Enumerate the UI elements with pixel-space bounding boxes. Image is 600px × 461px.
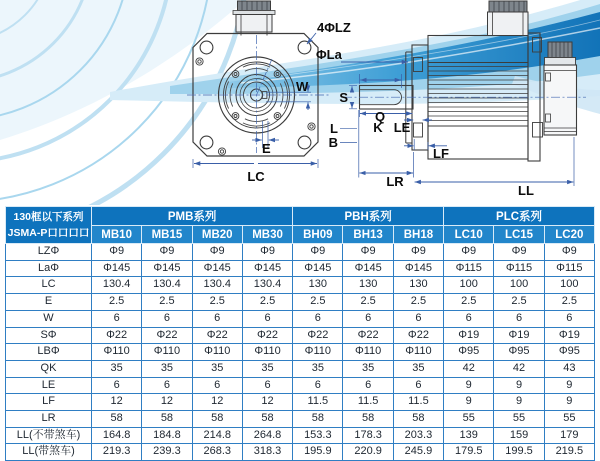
table-cell: 35 — [242, 360, 292, 377]
encoder — [544, 42, 577, 135]
table-cell: 219.5 — [544, 444, 594, 461]
table-cell: 6 — [242, 310, 292, 327]
table-cell: 2.5 — [343, 294, 393, 311]
model-header: BH09 — [293, 226, 343, 244]
table-cell: 318.3 — [242, 444, 292, 461]
model-header: LC20 — [544, 226, 594, 244]
table-cell: Φ9 — [92, 244, 142, 261]
table-cell: 6 — [444, 310, 494, 327]
table-cell: Φ22 — [92, 327, 142, 344]
table-cell: 100 — [444, 277, 494, 294]
body-connector — [488, 1, 529, 36]
table-cell: 130.4 — [92, 277, 142, 294]
spec-table — [5, 206, 595, 461]
side-view-drawing — [360, 1, 577, 161]
table-cell: 179 — [544, 427, 594, 444]
model-header: MB15 — [142, 226, 192, 244]
table-cell: 195.9 — [293, 444, 343, 461]
rear-clip-bottom — [533, 123, 543, 138]
table-cell: Φ145 — [92, 260, 142, 277]
series-group-header: PLC系列 — [444, 207, 595, 226]
table-cell: Φ145 — [142, 260, 192, 277]
table-cell: Φ9 — [293, 244, 343, 261]
dim-label-k: K — [373, 120, 383, 135]
table-cell: Φ145 — [242, 260, 292, 277]
table-cell: 130.4 — [142, 277, 192, 294]
table-cell: Φ9 — [343, 244, 393, 261]
model-header: LC10 — [444, 226, 494, 244]
table-cell: 268.3 — [192, 444, 242, 461]
table-cell: 6 — [192, 377, 242, 394]
table-cell: Φ9 — [544, 244, 594, 261]
model-header: MB20 — [192, 226, 242, 244]
table-cell: Φ115 — [494, 260, 544, 277]
table-cell: 2.5 — [92, 294, 142, 311]
table-cell: 239.3 — [142, 444, 192, 461]
table-row — [6, 294, 595, 311]
table-cell: 2.5 — [393, 294, 443, 311]
table-cell: 6 — [393, 310, 443, 327]
dim-label-lc: LC — [247, 169, 265, 184]
dim-label-lf: LF — [433, 146, 449, 161]
table-cell: 159 — [494, 427, 544, 444]
table-cell: 2.5 — [242, 294, 292, 311]
model-header: LC15 — [494, 226, 544, 244]
table-cell: 264.8 — [242, 427, 292, 444]
table-cell: 214.8 — [192, 427, 242, 444]
table-cell: Φ9 — [242, 244, 292, 261]
table-cell: Φ22 — [393, 327, 443, 344]
table-cell: 6 — [293, 310, 343, 327]
series-group-header: PBH系列 — [293, 207, 444, 226]
table-cell: 35 — [293, 360, 343, 377]
dim-label-ll: LL — [518, 183, 534, 198]
table-cell: 9 — [444, 394, 494, 411]
front-connector — [233, 1, 275, 36]
table-cell: Φ19 — [444, 327, 494, 344]
table-row — [6, 327, 595, 344]
dim-label-s: S — [339, 90, 348, 105]
table-cell: 245.9 — [393, 444, 443, 461]
table-cell: 100 — [494, 277, 544, 294]
row-label: LZΦ — [6, 244, 92, 261]
table-cell: 2.5 — [494, 294, 544, 311]
table-row — [6, 377, 595, 394]
table-cell: 6 — [393, 377, 443, 394]
dim-label-w: W — [296, 79, 309, 94]
table-cell: 6 — [142, 310, 192, 327]
series-corner-header — [6, 207, 92, 244]
flange-tab-top — [414, 58, 423, 72]
table-cell: Φ110 — [343, 344, 393, 361]
table-row — [6, 360, 595, 377]
table-cell: 130.4 — [192, 277, 242, 294]
table-cell: 6 — [494, 310, 544, 327]
table-cell: 130 — [393, 277, 443, 294]
table-cell: 6 — [242, 377, 292, 394]
corner-header-line1: 130框以下系列 — [13, 210, 84, 223]
table-cell: 42 — [444, 360, 494, 377]
table-cell: Φ110 — [92, 344, 142, 361]
table-cell: Φ95 — [444, 344, 494, 361]
table-cell: Φ9 — [444, 244, 494, 261]
table-cell: 11.5 — [293, 394, 343, 411]
dim-label-la: ΦLa — [316, 47, 342, 62]
table-cell: 2.5 — [293, 294, 343, 311]
table-row — [6, 427, 595, 444]
table-cell: 6 — [192, 310, 242, 327]
table-cell: Φ22 — [142, 327, 192, 344]
table-cell: 6 — [92, 377, 142, 394]
table-cell: Φ115 — [544, 260, 594, 277]
table-cell: 6 — [343, 377, 393, 394]
table-cell: 58 — [92, 411, 142, 428]
table-cell: 35 — [192, 360, 242, 377]
flange-tab-bottom — [414, 123, 423, 137]
table-row — [6, 277, 595, 294]
table-cell: 2.5 — [544, 294, 594, 311]
cooling-fins — [428, 63, 528, 127]
table-cell: 6 — [544, 310, 594, 327]
row-label: QK — [6, 360, 92, 377]
table-cell: 35 — [393, 360, 443, 377]
table-cell: Φ9 — [192, 244, 242, 261]
table-cell: 58 — [192, 411, 242, 428]
table-cell: 139 — [444, 427, 494, 444]
table-cell: 58 — [343, 411, 393, 428]
table-cell: 58 — [293, 411, 343, 428]
row-label: LL(不带煞车) — [6, 427, 92, 444]
table-cell: 55 — [444, 411, 494, 428]
table-cell: Φ145 — [192, 260, 242, 277]
row-label: LC — [6, 277, 92, 294]
table-cell: 12 — [92, 394, 142, 411]
dim-label-l: L — [330, 121, 338, 136]
table-cell: 203.3 — [393, 427, 443, 444]
dim-label-le: LE — [393, 120, 411, 135]
dim-label-lr: LR — [386, 174, 404, 189]
table-cell: Φ110 — [192, 344, 242, 361]
table-cell: 164.8 — [92, 427, 142, 444]
table-cell: 130 — [343, 277, 393, 294]
table-row — [6, 394, 595, 411]
row-label: LBΦ — [6, 344, 92, 361]
row-label: LL(带煞车) — [6, 444, 92, 461]
table-cell: 2.5 — [444, 294, 494, 311]
row-label: E — [6, 294, 92, 311]
table-cell: Φ110 — [242, 344, 292, 361]
table-cell: 58 — [142, 411, 192, 428]
table-cell: Φ95 — [544, 344, 594, 361]
row-label: LR — [6, 411, 92, 428]
dimension-diagram-area — [0, 0, 600, 205]
table-cell: Φ145 — [393, 260, 443, 277]
table-cell: Φ145 — [293, 260, 343, 277]
table-cell: 130 — [293, 277, 343, 294]
table-cell: 12 — [242, 394, 292, 411]
table-cell: 58 — [393, 411, 443, 428]
centerlines — [187, 35, 586, 153]
table-cell: Φ145 — [343, 260, 393, 277]
table-cell: Φ110 — [142, 344, 192, 361]
table-row — [6, 310, 595, 327]
table-cell: 6 — [343, 310, 393, 327]
table-cell: Φ22 — [343, 327, 393, 344]
table-row — [6, 444, 595, 461]
table-cell: 153.3 — [293, 427, 343, 444]
table-cell: 9 — [494, 377, 544, 394]
table-cell: 35 — [142, 360, 192, 377]
table-cell: 130.4 — [242, 277, 292, 294]
dim-label-e: E — [262, 141, 271, 156]
dim-label-4lz: 4ΦLZ — [317, 20, 351, 35]
corner-header-line2: JSMA-P口口口口 — [7, 227, 90, 239]
table-cell: 11.5 — [343, 394, 393, 411]
table-cell: 219.3 — [92, 444, 142, 461]
table-cell: Φ95 — [494, 344, 544, 361]
table-cell: 6 — [142, 377, 192, 394]
series-group-header: PMB系列 — [92, 207, 293, 226]
table-cell: Φ22 — [192, 327, 242, 344]
table-cell: 6 — [92, 310, 142, 327]
table-row — [6, 244, 595, 261]
table-cell: 184.8 — [142, 427, 192, 444]
dim-label-b: B — [328, 135, 338, 150]
table-cell: 11.5 — [393, 394, 443, 411]
table-cell: 35 — [343, 360, 393, 377]
table-cell: 178.3 — [343, 427, 393, 444]
table-row — [6, 344, 595, 361]
table-cell: 199.5 — [494, 444, 544, 461]
table-cell: 12 — [192, 394, 242, 411]
model-header: MB30 — [242, 226, 292, 244]
table-cell: Φ115 — [444, 260, 494, 277]
table-cell: Φ22 — [242, 327, 292, 344]
table-cell: Φ9 — [142, 244, 192, 261]
row-label: LE — [6, 377, 92, 394]
model-header: MB10 — [92, 226, 142, 244]
table-cell: 179.5 — [444, 444, 494, 461]
table-cell: 43 — [544, 360, 594, 377]
table-cell: 42 — [494, 360, 544, 377]
dim-label-q: Q — [374, 109, 386, 124]
table-row — [6, 411, 595, 428]
table-cell: 9 — [444, 377, 494, 394]
table-cell: Φ9 — [494, 244, 544, 261]
row-label: SΦ — [6, 327, 92, 344]
table-cell: 6 — [293, 377, 343, 394]
model-header: BH13 — [343, 226, 393, 244]
small-screws — [196, 58, 315, 155]
row-label: LaΦ — [6, 260, 92, 277]
model-header: BH18 — [393, 226, 443, 244]
table-cell: 12 — [142, 394, 192, 411]
table-cell: Φ19 — [544, 327, 594, 344]
table-cell: 9 — [544, 394, 594, 411]
table-cell: 55 — [494, 411, 544, 428]
table-cell: 9 — [494, 394, 544, 411]
table-cell: Φ19 — [494, 327, 544, 344]
table-cell: 35 — [92, 360, 142, 377]
table-cell: 58 — [242, 411, 292, 428]
table-cell: 2.5 — [192, 294, 242, 311]
table-cell: 2.5 — [142, 294, 192, 311]
row-label: W — [6, 310, 92, 327]
table-cell: 9 — [544, 377, 594, 394]
table-row — [6, 260, 595, 277]
table-cell: 55 — [544, 411, 594, 428]
table-cell: Φ110 — [393, 344, 443, 361]
row-label: LF — [6, 394, 92, 411]
table-cell: Φ22 — [293, 327, 343, 344]
table-cell: 100 — [544, 277, 594, 294]
table-cell: Φ110 — [293, 344, 343, 361]
table-cell: 220.9 — [343, 444, 393, 461]
table-cell: Φ9 — [393, 244, 443, 261]
motor-dimension-drawing — [0, 0, 600, 205]
